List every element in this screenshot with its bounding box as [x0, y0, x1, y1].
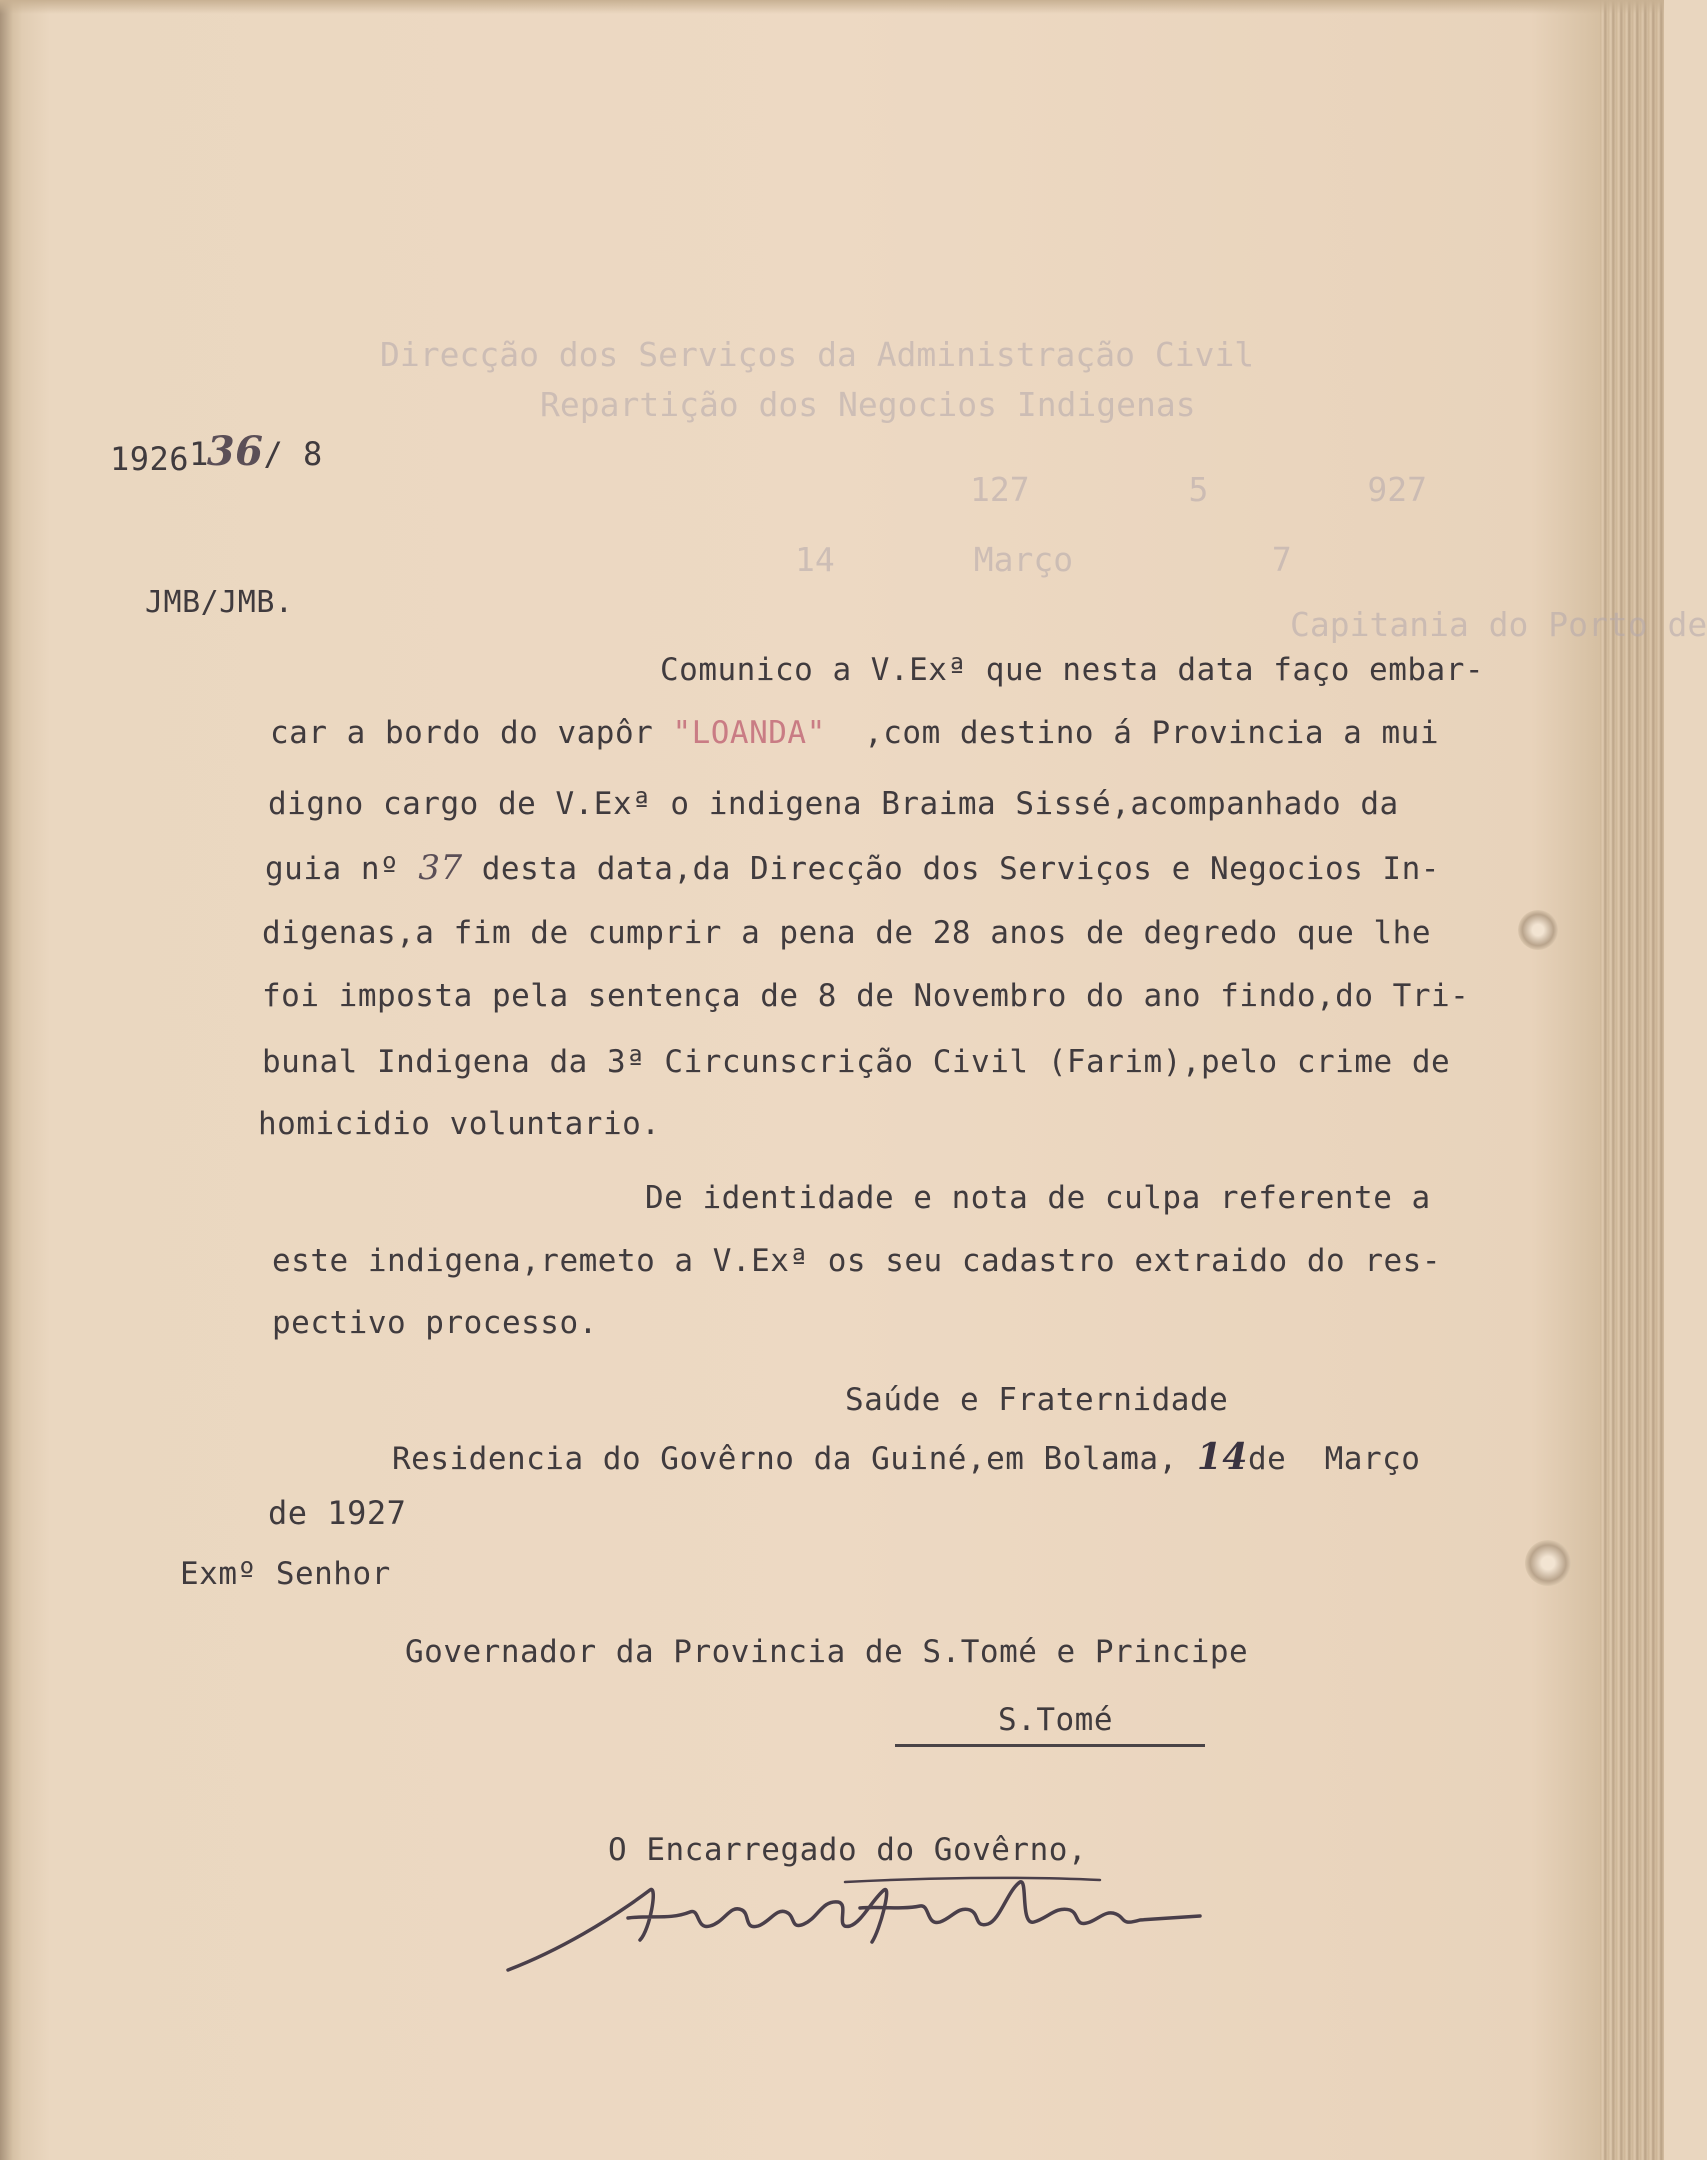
handwritten-day: 14	[1196, 1436, 1248, 1478]
initials: JMB/JMB.	[145, 585, 294, 620]
ghost-numbers: 127 5 927	[970, 470, 1427, 509]
letter-line-2-end: ,com destino á Provincia a mui	[825, 715, 1439, 751]
page-binding-shadow	[0, 0, 22, 2160]
salutation: Exmº Senhor	[180, 1556, 391, 1592]
letter-line-8: homicidio voluntario.	[258, 1106, 661, 1142]
letter-line-11: pectivo processo.	[272, 1305, 598, 1341]
ghost-line-1: Direcção dos Serviços da Administração Civil	[380, 335, 1255, 374]
letter-line-1: Comunico a V.Exª que nesta data faço embar-	[660, 652, 1485, 688]
reference-suffix: / 8	[263, 435, 323, 473]
closing-greeting: Saúde e Fraternidade	[845, 1382, 1229, 1418]
place-date-start: Residencia do Govêrno da Guiné,em Bolama,	[392, 1441, 1197, 1477]
letter-line-6: foi imposta pela sentença de 8 de Novembro do ano findo,do Tri-	[262, 978, 1470, 1014]
punch-hole-lower	[1525, 1540, 1571, 1586]
letter-line-3: digno cargo de V.Exª o indigena Braima Sissé,acompanhado da	[268, 786, 1399, 822]
date-year: de 1927	[268, 1494, 407, 1532]
ghost-line-2: Repartição dos Negocios Indigenas	[540, 385, 1196, 424]
addressee: Governador da Provincia de S.Tomé e Principe	[405, 1634, 1249, 1670]
signature-mark	[500, 1860, 1220, 1980]
letter-line-9: De identidade e nota de culpa referente a	[645, 1180, 1431, 1216]
letter-line-7: bunal Indigena da 3ª Circunscrição Civil (Farim),pelo crime de	[262, 1044, 1451, 1080]
letter-line-2-start: car a bordo do vapôr	[270, 715, 673, 751]
reference-prefix: 1	[189, 435, 209, 473]
place-date-line	[392, 1436, 1420, 1478]
reference-handwritten-digits: 36	[206, 428, 264, 475]
letter-line-4	[265, 848, 1440, 888]
ship-name: "LOANDA"	[672, 715, 826, 751]
guia-number: 37	[418, 848, 463, 888]
page-edge-stack	[1600, 0, 1664, 2160]
letter-line-4-end: desta data,da Direcção dos Serviços e Negocios In-	[462, 851, 1440, 887]
letter-line-2	[270, 715, 1439, 751]
page-top-shadow	[0, 0, 1664, 14]
ghost-date: 14 Março 7	[795, 540, 1292, 579]
ghost-line-5: Capitania do Porto de	[1290, 605, 1707, 644]
reference-year: 1926	[110, 440, 190, 478]
letter-line-5: digenas,a fim de cumprir a pena de 28 anos de degredo que lhe	[262, 915, 1431, 951]
punch-hole-upper	[1518, 910, 1558, 950]
place-date-end: de Março	[1247, 1441, 1421, 1477]
city-underline	[895, 1744, 1205, 1747]
signatory-title: O Encarregado do Govêrno,	[608, 1832, 1088, 1868]
addressee-city: S.Tomé	[998, 1702, 1113, 1738]
letter-line-10: este indigena,remeto a V.Exª os seu cadastro extraido do res-	[272, 1243, 1441, 1279]
letter-line-4-start: guia nº	[265, 851, 419, 887]
